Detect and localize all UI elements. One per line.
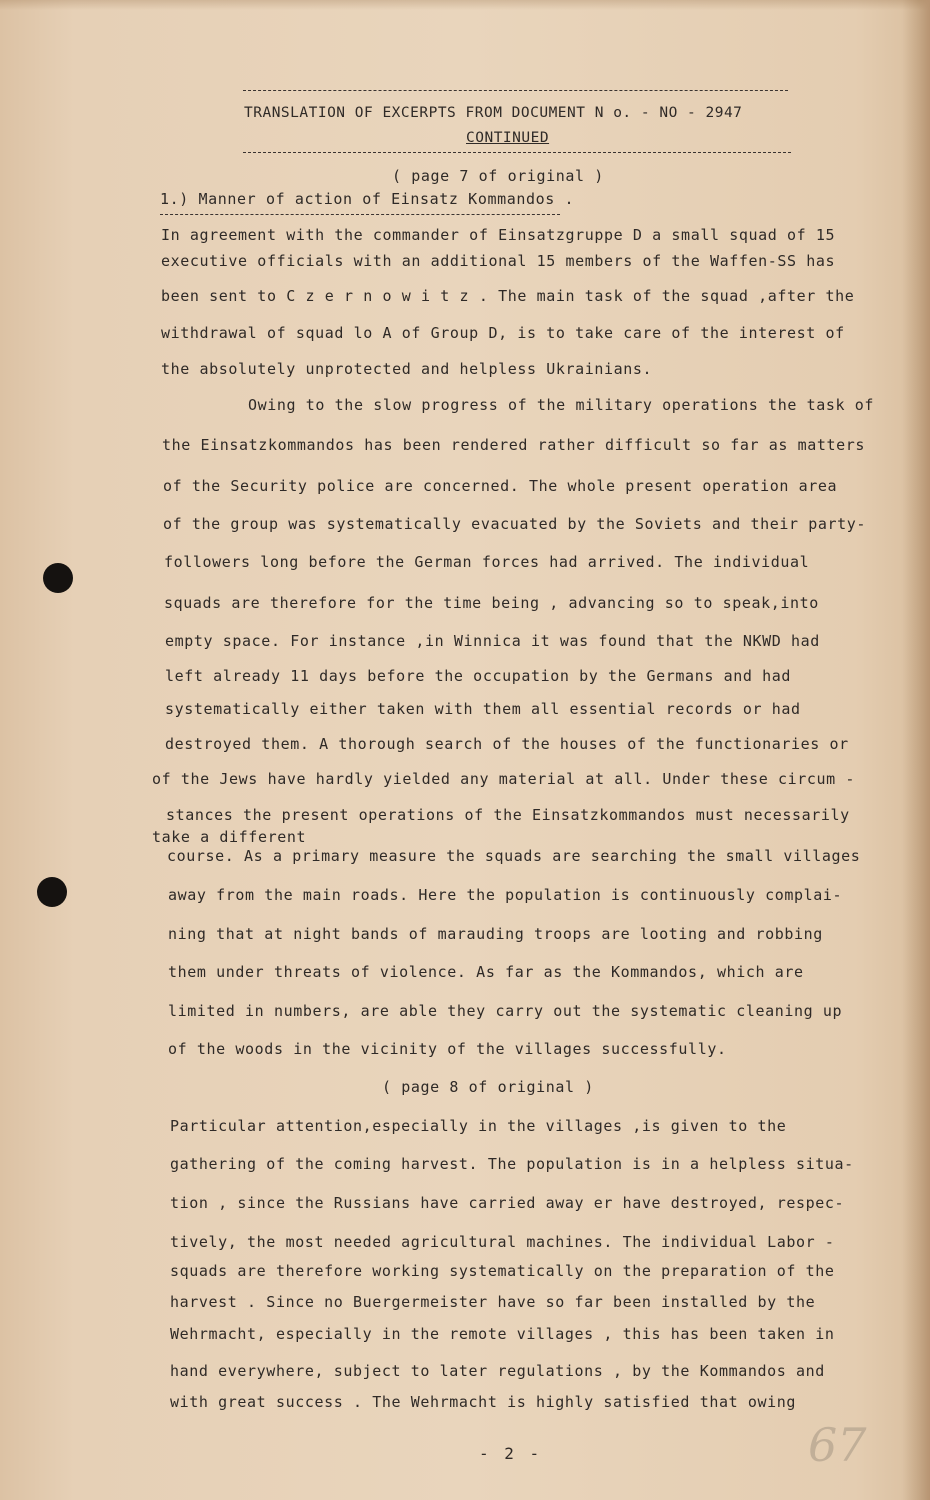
punch-hole-upper: [43, 563, 73, 593]
body-line: take a different: [152, 828, 307, 846]
body-line: been sent to C z e r n o w i t z . The main task of the squad ,after the: [161, 287, 855, 305]
body-line: left already 11 days before the occupation by the Germans and had: [165, 667, 791, 685]
body-line: Particular attention,especially in the villages ,is given to the: [170, 1117, 787, 1135]
section-heading-rule: [160, 214, 560, 215]
body-line: squads are therefore working systematically on the preparation of the: [170, 1262, 835, 1280]
body-line: away from the main roads. Here the population is continuously complai-: [168, 886, 843, 904]
page-number: - 2 -: [479, 1444, 543, 1463]
header-rule-top: [243, 90, 788, 91]
body-line: them under threats of violence. As far as the Kommandos, which are: [168, 963, 804, 981]
body-line: destroyed them. A thorough search of the houses of the functionaries or: [165, 735, 849, 753]
body-line: ning that at night bands of marauding troops are looting and robbing: [168, 925, 823, 943]
body-line: tion , since the Russians have carried away er have destroyed, respec-: [170, 1194, 845, 1212]
punch-hole-lower: [37, 877, 67, 907]
body-line: the Einsatzkommandos has been rendered rather difficult so far as matters: [162, 436, 866, 454]
body-line: In agreement with the commander of Einsatzgruppe D a small squad of 15: [161, 226, 836, 244]
body-line: with great success . The Wehrmacht is highly satisfied that owing: [170, 1393, 796, 1411]
body-line: of the woods in the vicinity of the villages successfully.: [168, 1040, 727, 1058]
body-line: tively, the most needed agricultural machines. The individual Labor -: [170, 1233, 835, 1251]
page-reference-8: ( page 8 of original ): [382, 1078, 594, 1096]
body-line: squads are therefore for the time being , advancing so to speak,into: [164, 594, 819, 612]
paper-top-shadow: [0, 0, 930, 10]
body-line: Owing to the slow progress of the military operations the task of: [248, 396, 874, 414]
body-line: stances the present operations of the Einsatzkommandos must necessarily: [166, 806, 850, 824]
body-line: gathering of the coming harvest. The population is in a helpless situa-: [170, 1155, 854, 1173]
body-line: systematically either taken with them all essential records or had: [165, 700, 801, 718]
body-line: of the Security police are concerned. The whole present operation area: [163, 477, 838, 495]
body-line: empty space. For instance ,in Winnica it was found that the NKWD had: [165, 632, 820, 650]
body-line: of the group was systematically evacuated by the Soviets and their party-: [163, 515, 867, 533]
body-line: withdrawal of squad lo A of Group D, is to take care of the interest of: [161, 324, 845, 342]
header-rule-bottom: [243, 152, 791, 153]
body-line: hand everywhere, subject to later regulations , by the Kommandos and: [170, 1362, 825, 1380]
body-line: the absolutely unprotected and helpless Ukrainians.: [161, 360, 653, 378]
body-line: of the Jews have hardly yielded any material at all. Under these circum -: [152, 770, 856, 788]
page-reference-7: ( page 7 of original ): [392, 167, 604, 185]
section-heading: 1.) Manner of action of Einsatz Kommandos .: [160, 190, 575, 208]
body-line: executive officials with an additional 15 members of the Waffen-SS has: [161, 252, 836, 270]
body-line: course. As a primary measure the squads are searching the small villages: [167, 847, 861, 865]
paper-right-edge: [902, 0, 930, 1500]
body-line: harvest . Since no Buergermeister have so far been installed by the: [170, 1293, 816, 1311]
body-line: limited in numbers, are able they carry out the systematic cleaning up: [168, 1002, 843, 1020]
body-line: followers long before the German forces had arrived. The individual: [164, 553, 810, 571]
body-line: Wehrmacht, especially in the remote villages , this has been taken in: [170, 1325, 835, 1343]
pencil-annotation: 67: [808, 1418, 867, 1472]
document-subtitle: CONTINUED: [466, 130, 550, 146]
document-title: TRANSLATION OF EXCERPTS FROM DOCUMENT N o. - NO - 2947: [244, 105, 743, 121]
